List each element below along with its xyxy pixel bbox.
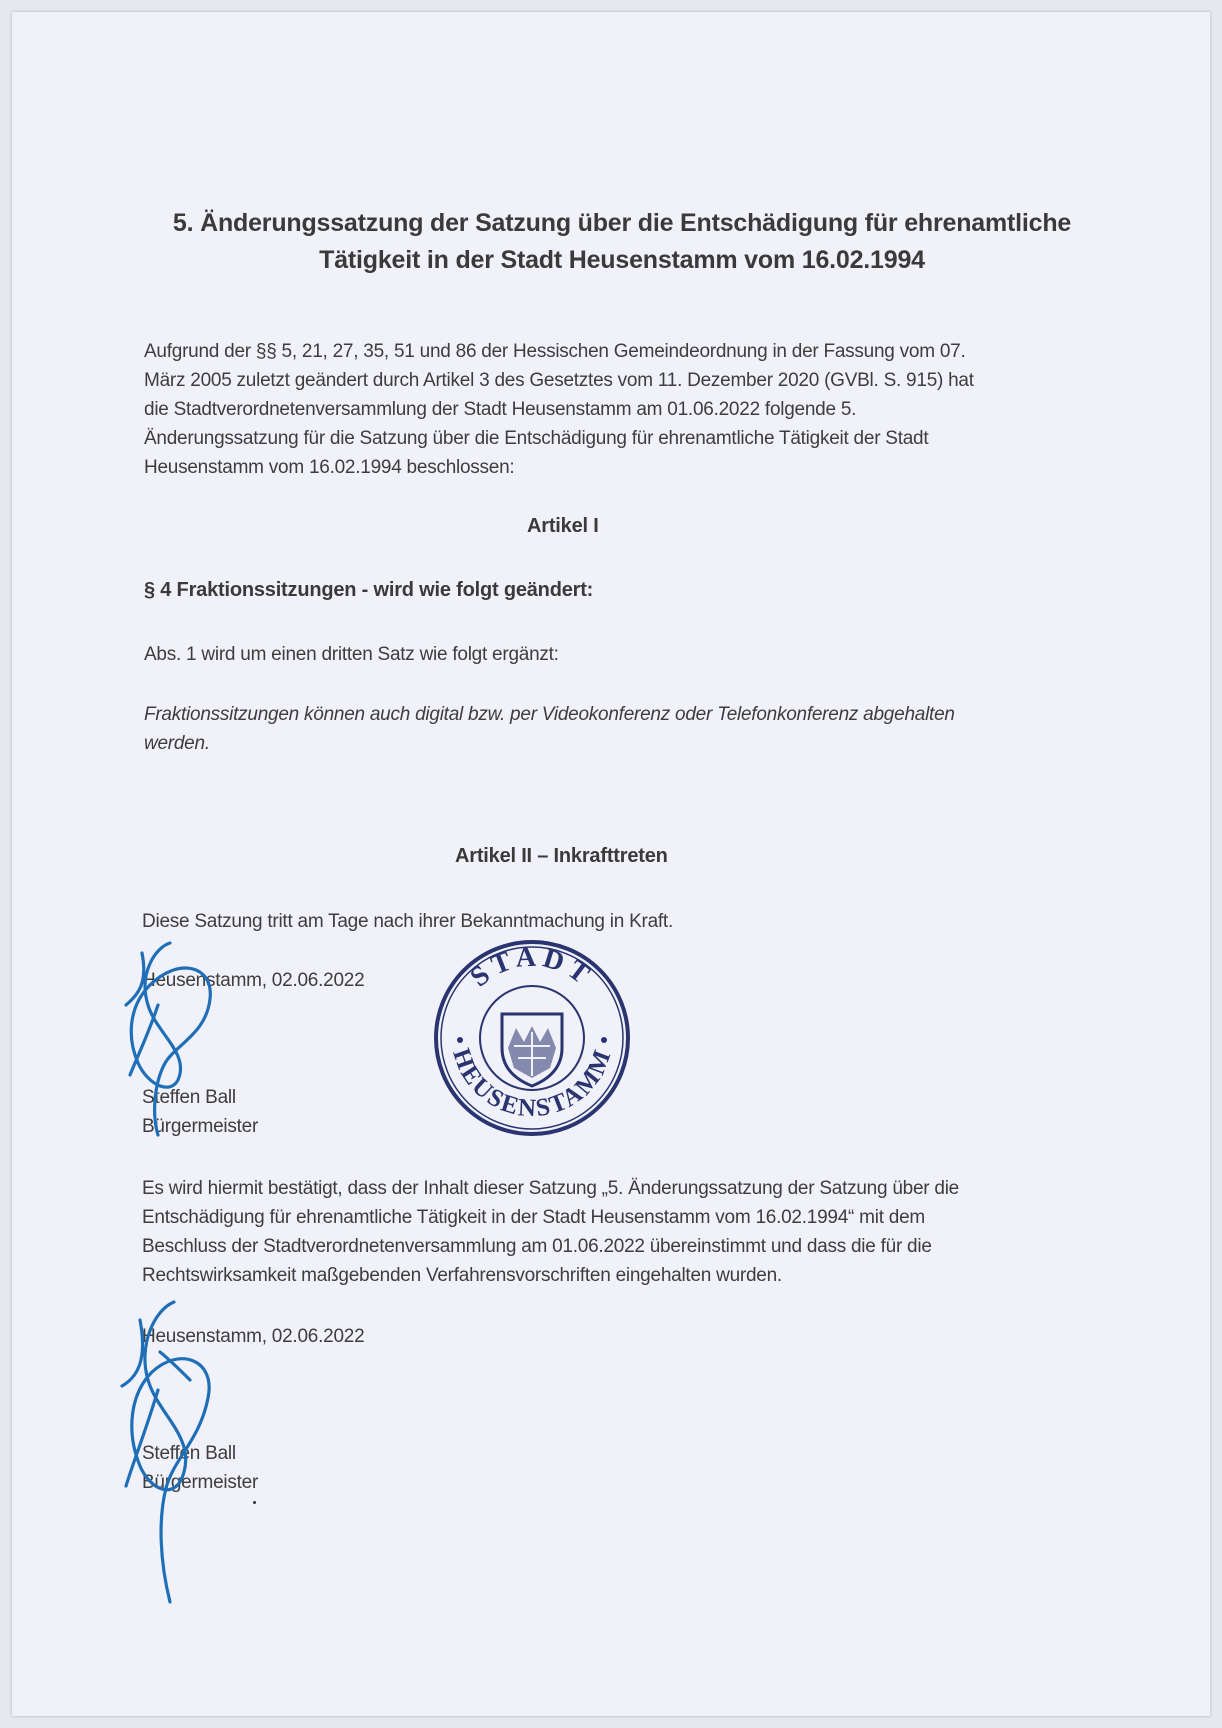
place-date-1: Heusenstamm, 02.06.2022 [142,970,365,991]
amendment-text-line: Fraktionssitzungen können auch digital bzw. per Videokonferenz oder Telefonkonferenz abgehalten [144,704,955,725]
confirmation-line: Rechtswirksamkeit maßgebenden Verfahrensvorschriften eingehalten wurden. [142,1265,782,1286]
document-page [12,12,1210,1716]
confirmation-line: Es wird hiermit bestätigt, dass der Inhalt dieser Satzung „5. Änderungssatzung der Satzung über die [142,1178,960,1199]
stray-dot [253,1501,256,1504]
seal-text-bottom: HEUSENSTAMM [447,1044,617,1123]
article-1-heading: Artikel I [527,515,599,537]
confirmation-line: Beschluss der Stadtverordnetenversammlung am 01.06.2022 übereinstimmt und dass die für die [142,1236,932,1257]
intro-line: Heusenstamm vom 16.02.1994 beschlossen: [144,457,515,478]
confirmation-line: Entschädigung für ehrenamtliche Tätigkeit in der Stadt Heusenstamm vom 16.02.1994“ mit dem [142,1207,925,1228]
signer-title-1: Bürgermeister [142,1116,259,1137]
place-date-2: Heusenstamm, 02.06.2022 [142,1326,365,1347]
signer-title-2: Bürgermeister [142,1472,259,1493]
intro-line: Änderungssatzung für die Satzung über die Entschädigung für ehrenamtliche Tätigkeit der Stadt [144,428,929,449]
document-title-line-1: 5. Änderungssatzung der Satzung über die Entschädigung für ehrenamtliche [172,209,1072,237]
intro-line: Aufgrund der §§ 5, 21, 27, 35, 51 und 86 der Hessischen Gemeindeordnung in der Fassung vom 07. [144,341,966,362]
seal-text-top: STADT [464,941,600,994]
signer-name-1: Steffen Ball [142,1087,236,1108]
intro-line: März 2005 zuletzt geändert durch Artikel 3 des Gesetztes vom 11. Dezember 2020 (GVBl. S. 915) hat [144,370,974,391]
document-title-line-2: Tätigkeit in der Stadt Heusenstamm vom 16.02.1994 [319,246,925,274]
city-seal-stamp [430,936,634,1140]
article-2-text: Diese Satzung tritt am Tage nach ihrer Bekanntmachung in Kraft. [142,911,673,932]
intro-line: die Stadtverordnetenversammlung der Stadt Heusenstamm am 01.06.2022 folgende 5. [144,399,857,420]
section-4-heading: § 4 Fraktionssitzungen - wird wie folgt geändert: [144,579,594,601]
article-2-heading: Artikel II – Inkrafttreten [455,845,668,867]
signer-name-2: Steffen Ball [142,1443,236,1464]
amendment-text-line: werden. [144,733,210,754]
abs-text: Abs. 1 wird um einen dritten Satz wie folgt ergänzt: [144,644,559,665]
